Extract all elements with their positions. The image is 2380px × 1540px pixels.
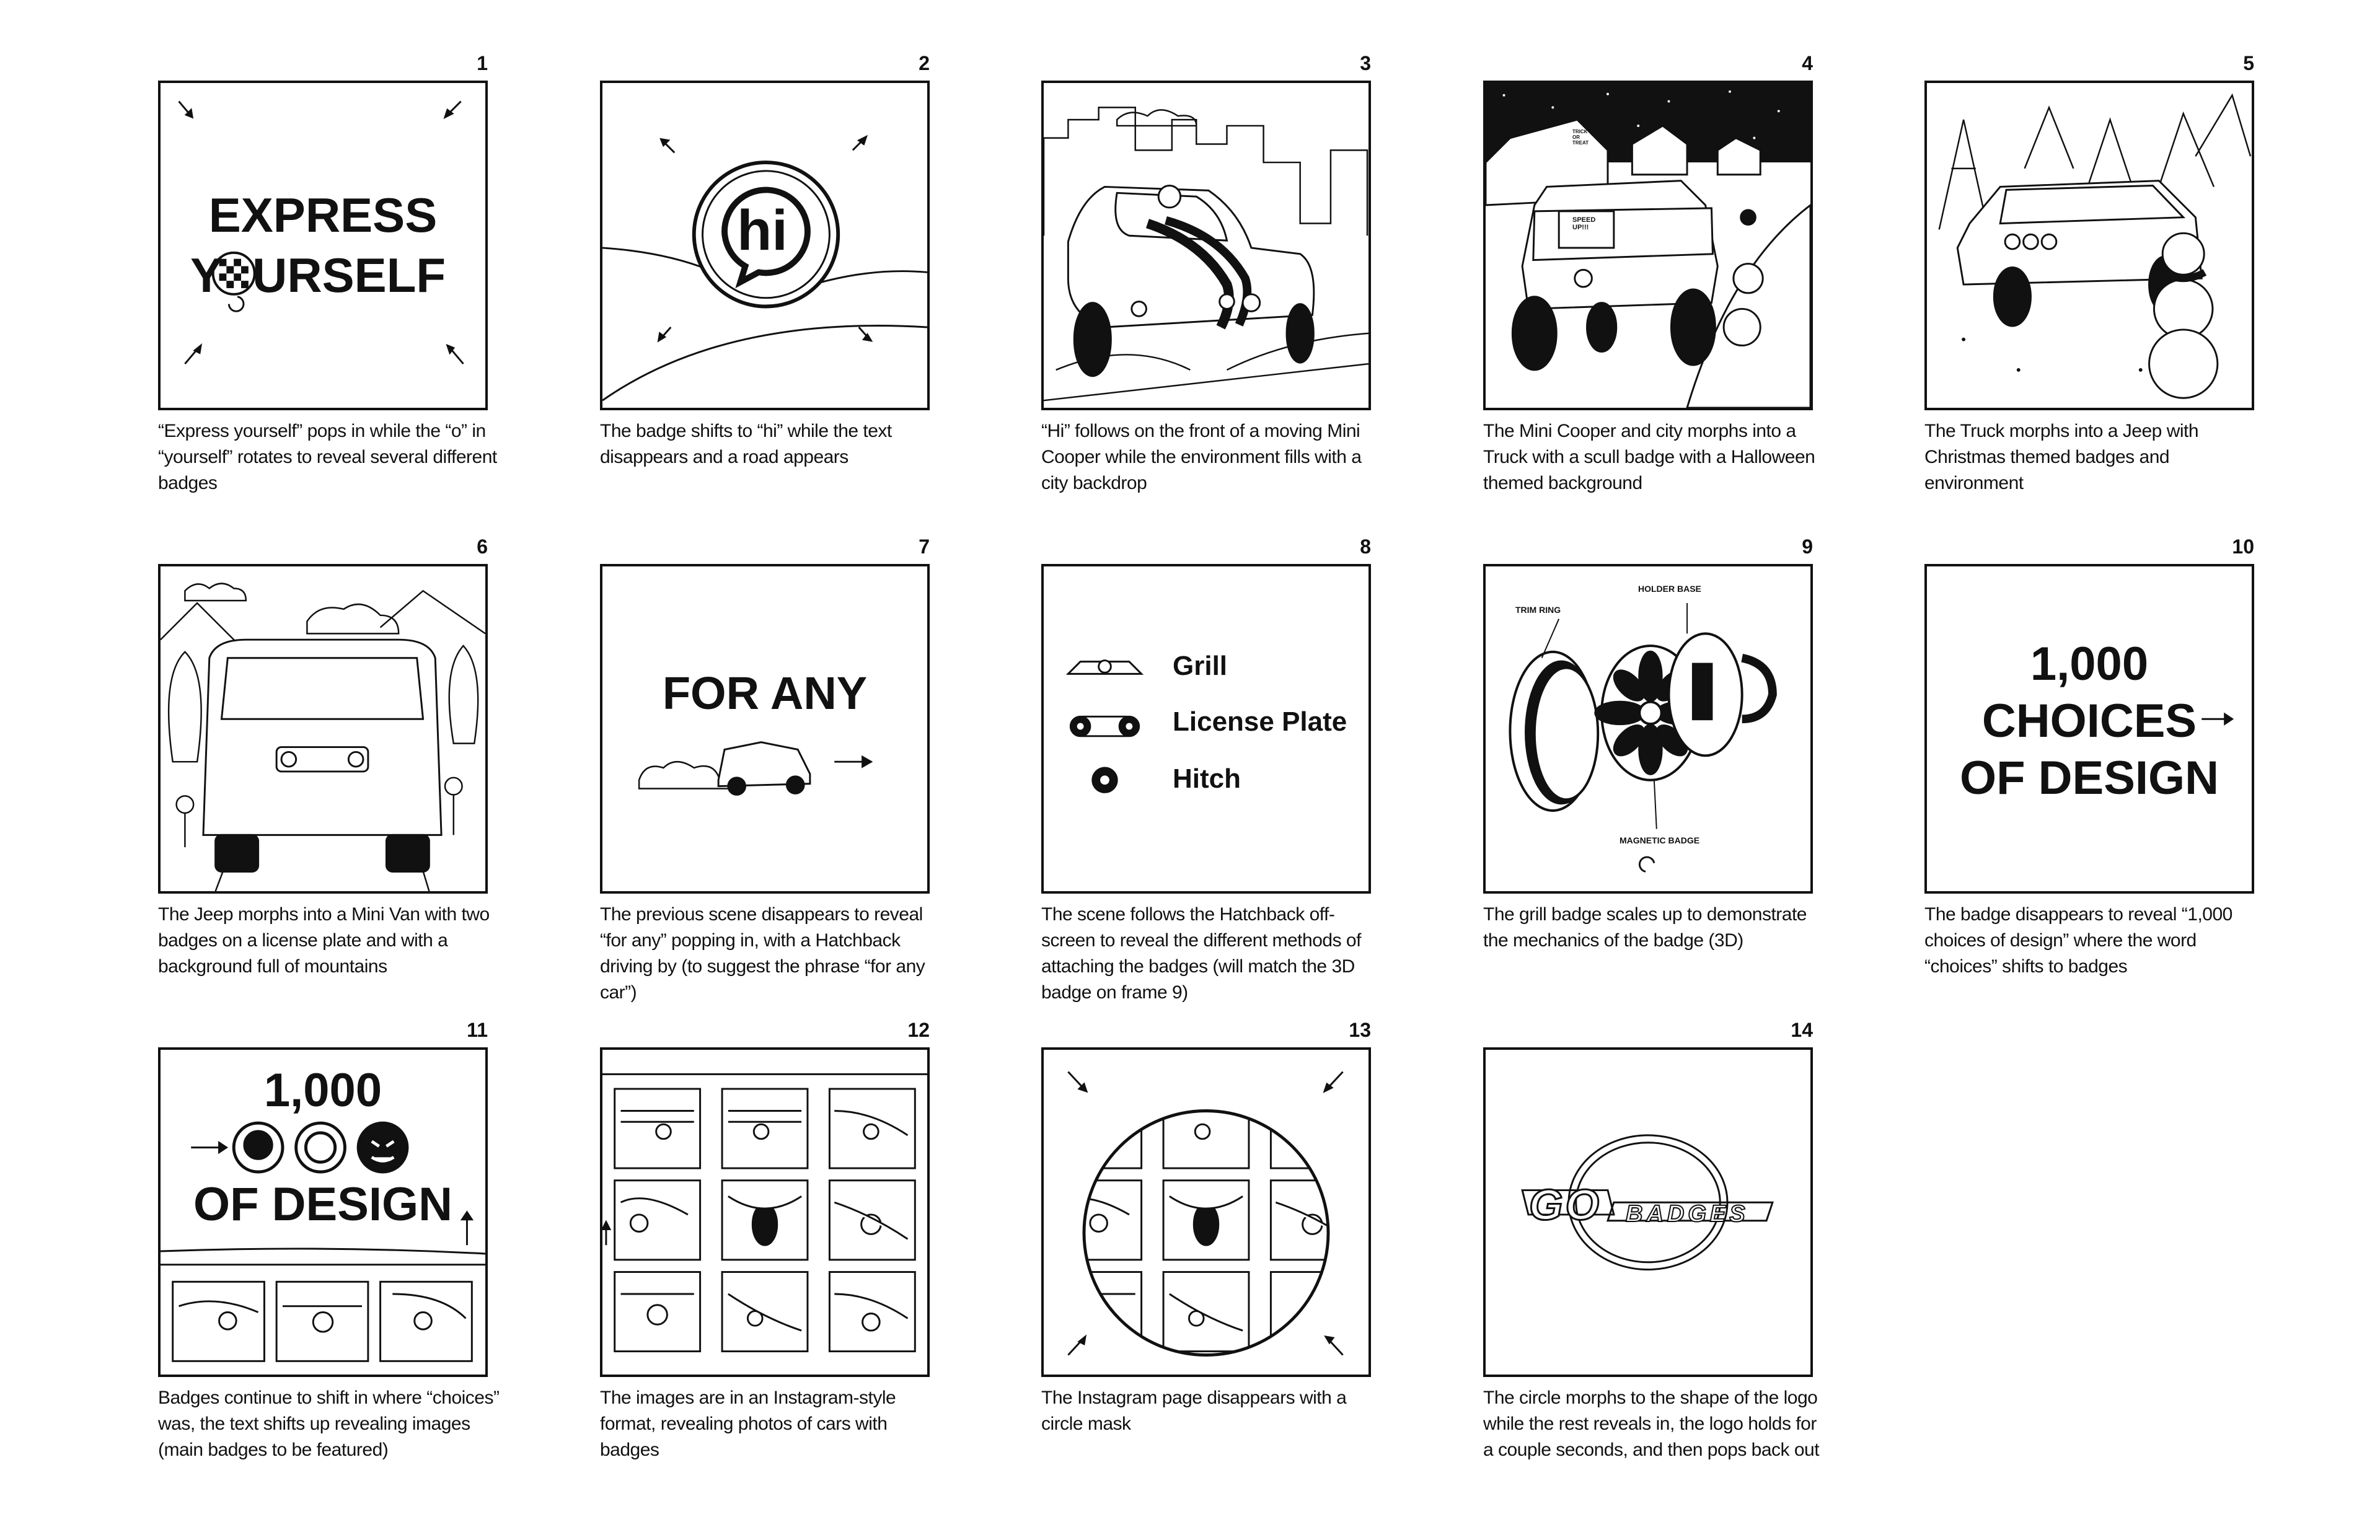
frame-caption: “Hi” follows on the front of a moving Mini Cooper while the environment fills with a city backdrop: [1041, 421, 1362, 493]
license-plate-label: License Plate: [1173, 706, 1347, 737]
mini-cooper: [1068, 185, 1313, 376]
hitch-label: Hitch: [1173, 763, 1241, 794]
magnetic-badge-label: MAGNETIC BADGE: [1620, 835, 1700, 845]
frame-number: 14: [1791, 1019, 1813, 1041]
hitch-icon: [1093, 768, 1117, 792]
hatchback: [718, 742, 810, 795]
frame-number: 10: [2232, 535, 2254, 558]
frame-number: 7: [919, 535, 930, 558]
frame-panel: [600, 1047, 930, 1377]
frame-panel: [1924, 81, 2254, 410]
feature-photos: [173, 1282, 472, 1361]
pickup-truck: [1512, 181, 1717, 370]
for-any-title: FOR ANY: [662, 667, 868, 719]
frame-caption: The badge shifts to “hi” while the text disappears and a road appears: [600, 421, 892, 467]
frame-panel: [1041, 564, 1371, 894]
skull-badges: [234, 1123, 407, 1172]
trim-ring: [1510, 652, 1598, 811]
hatchback-scene: [602, 566, 927, 891]
frame-caption: The Mini Cooper and city morphs into a Truck with a scull badge with a Halloween themed background: [1483, 421, 1815, 493]
frame-caption: The images are in an Instagram-style format, revealing photos of cars with badges: [600, 1388, 896, 1460]
frame-panel: [600, 564, 930, 894]
frame-number: 2: [919, 52, 930, 74]
frame-caption: The scene follows the Hatchback off-screen to reveal the different methods of attaching the badges (will match the 3D badge on frame 9): [1041, 904, 1361, 1003]
design-line3: OF DESIGN: [193, 1178, 453, 1231]
frame-number: 13: [1349, 1019, 1371, 1041]
truck-sign: SPEED UP!!!: [1572, 216, 1596, 231]
frame-caption: The previous scene disappears to reveal “for any” popping in, with a Hatchback driving by (to suggest the phrase “for any car”): [600, 904, 925, 1003]
frame-caption: The circle morphs to the shape of the logo while the rest reveals in, the logo holds for a couple seconds, and then pops back out: [1483, 1388, 1820, 1460]
grill-label: Grill: [1173, 651, 1228, 681]
frame-number: 11: [467, 1019, 488, 1041]
holder-base: [1668, 633, 1772, 755]
frame-number: 3: [1360, 52, 1371, 74]
frame-number: 9: [1802, 535, 1813, 558]
frame-panel: [1483, 564, 1813, 894]
frame-number: 12: [907, 1019, 930, 1041]
design-line1: 1,000: [263, 1064, 382, 1117]
minivan-scene: [161, 566, 485, 891]
frame-panel: [1924, 564, 2254, 894]
trim-ring-label: TRIM RING: [1515, 605, 1561, 615]
hi-badge-text: hi: [737, 199, 788, 262]
holder-base-label: HOLDER BASE: [1638, 584, 1701, 594]
frame-number: 5: [2243, 52, 2254, 74]
yourself-y: Y: [190, 248, 223, 302]
house-sign: TRICK OR TREAT: [1572, 129, 1589, 146]
frame-number: 8: [1360, 535, 1371, 558]
grid-photos: [615, 1089, 915, 1352]
frame-panel: [1041, 81, 1371, 410]
frame-number: 6: [477, 535, 488, 558]
christmas-jeep-scene: [1927, 83, 2252, 408]
frame-caption: The Jeep morphs into a Mini Van with two badges on a license plate and with a background full of mountains: [158, 904, 490, 977]
circle-mask-scene: [1044, 1050, 1368, 1375]
frame-panel: [158, 1047, 488, 1377]
masked-grid: [1056, 1089, 1357, 1352]
choices-arrow: [1927, 566, 2252, 891]
frame-panel: [158, 81, 488, 410]
logo-go: GO: [1529, 1181, 1602, 1229]
frame-caption: “Express yourself” pops in while the “o” in “yourself” rotates to reveal several different badges: [158, 421, 497, 493]
frame-caption: The Instagram page disappears with a circle mask: [1041, 1388, 1347, 1434]
choices-line3: OF DESIGN: [1959, 752, 2219, 804]
frame-panel: [600, 81, 930, 410]
frame-number: 1: [477, 52, 488, 74]
badge-row-scene: [161, 1050, 485, 1375]
frame-caption: The badge disappears to reveal “1,000 choices of design” where the word “choices” shifts to badges: [1924, 904, 2232, 977]
instagram-grid: [602, 1050, 927, 1375]
minivan: [203, 640, 441, 871]
express-arrows: [161, 83, 485, 408]
halloween-truck-scene: [1486, 83, 1810, 408]
frame-panel: [1041, 1047, 1371, 1377]
frame-caption: Badges continue to shift in where “choices” was, the text shifts up revealing images (main badges to be featured): [158, 1388, 500, 1460]
frame-panel: [1483, 1047, 1813, 1377]
logo-badges: BADGES: [1626, 1201, 1749, 1227]
yourself-rest: URSELF: [252, 248, 446, 302]
pumpkins: [1724, 210, 1763, 346]
license-plate-icon: [1070, 716, 1139, 736]
frame-caption: The Truck morphs into a Jeep with Christmas themed badges and environment: [1924, 421, 2199, 493]
yourself-line: [161, 247, 485, 304]
frame-panel: [158, 564, 488, 894]
mini-cooper-scene: [1044, 83, 1368, 408]
frame-caption: The grill badge scales up to demonstrate the mechanics of the badge (3D): [1483, 904, 1807, 951]
grill-icon: [1068, 661, 1141, 674]
choices-line2: CHOICES: [1981, 695, 2197, 747]
express-line1: EXPRESS: [208, 188, 438, 242]
frame-panel: [1483, 81, 1813, 410]
choices-line1: 1,000: [2030, 638, 2149, 690]
frame-number: 4: [1802, 52, 1813, 74]
